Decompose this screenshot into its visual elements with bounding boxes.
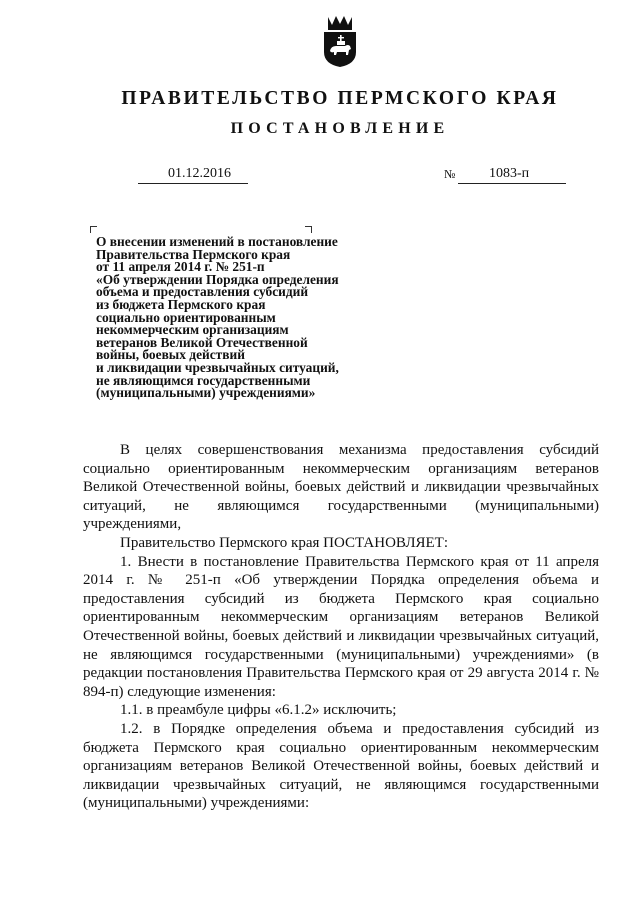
subject-line: (муниципальными) учреждениями» (96, 385, 316, 401)
subject-line: О внесении изменений в постановление (96, 234, 338, 249)
document-type: ПОСТАНОВЛЕНИЕ (230, 120, 450, 137)
subject-line: войны, боевых действий (96, 347, 245, 363)
document-subject (96, 236, 386, 400)
government-title: ПРАВИТЕЛЬСТВО ПЕРМСКОГО КРАЯ (121, 88, 559, 109)
number-underline (458, 183, 566, 184)
date-underline (138, 183, 248, 184)
resolves-paragraph: Правительство Пермского края ПОСТАНОВЛЯЕТ: (120, 534, 449, 551)
subject-bracket-left (90, 226, 97, 233)
subject-line: некоммерческим организациям (96, 322, 289, 338)
subject-line: социально ориентированным (96, 309, 276, 325)
document-date: 01.12.2016 (168, 166, 231, 181)
item-1-paragraph: 1. Внести в постановление Правительства Пермского края от 11 апреля 2014 г. № 251-п «Об утверждении Порядка определения объема и предоставления субсидий из бюджета Пермского края социально ориентированным некоммерческим организациям ветеранов Великой Отечественной войны, боевых действий и ликвидации чрезвычайных ситуаций, не являющимся государственными (муниципальными) учреждениями» (в редакции постановления Правительства Пермского края от 29 августа 2014 г. № 894-п) следующие изменения: (83, 553, 599, 700)
subject-line: из бюджета Пермского края (96, 296, 266, 312)
subject-bracket-right (305, 226, 312, 233)
subject-line: не являющимся государственными (96, 372, 311, 388)
document-body (83, 441, 599, 813)
subject-line: Правительства Пермского края (96, 246, 291, 262)
subject-line: и ликвидации чрезвычайных ситуаций, (96, 359, 339, 375)
item-1-1-paragraph: 1.1. в преамбуле цифры «6.1.2» исключить; (120, 702, 397, 719)
subject-line: ветеранов Великой Отечественной (96, 334, 308, 350)
subject-line: от 11 апреля 2014 г. № 251-п (96, 259, 265, 275)
document-number: 1083-п (489, 166, 530, 181)
perm-krai-coat-of-arms-icon (321, 14, 359, 68)
subject-line: «Об утверждении Порядка определения (96, 271, 339, 287)
subject-line: объема и предоставления субсидий (96, 284, 309, 300)
preamble-paragraph: В целях совершенствования механизма предоставления субсидий социально ориентированным некоммерческим организациям ветеранов Великой Отечественной войны, боевых действий и ликвидации чрезвычайных ситуаций, не являющимся государственными (муниципальными) учреждениями, (83, 442, 599, 533)
number-sign: № (444, 167, 456, 181)
item-1-2-paragraph: 1.2. в Порядке определения объема и предоставления субсидий из бюджета Пермского края социально ориентированным некоммерческим организациям ветеранов Великой Отечественной войны, боевых действий и ликвидации чрезвычайных ситуаций, не являющимся государственными (муниципальными) учреждениями: (83, 720, 599, 812)
